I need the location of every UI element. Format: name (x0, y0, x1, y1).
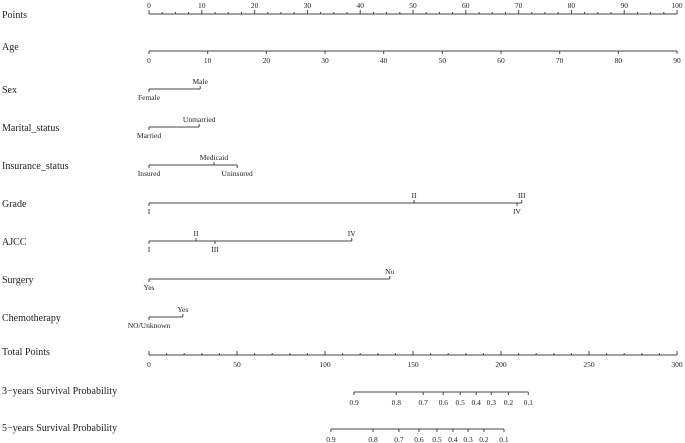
level-label: Yes (177, 305, 189, 314)
variable-label: Surgery (2, 275, 34, 286)
variable-label: Age (2, 42, 19, 53)
tick-label: 0 (147, 1, 151, 10)
outcome-label: 3−years Survival Probability (2, 386, 118, 397)
tick-label: 200 (495, 360, 507, 369)
outcome-3yr-axis (2, 386, 533, 407)
tick-label: 0.5 (455, 398, 465, 407)
tick-label: 0.1 (523, 398, 533, 407)
tick-label: 70 (555, 56, 564, 65)
variable-label: Grade (2, 199, 27, 210)
variable-label: Chemotherapy (2, 313, 61, 324)
variable-chemotherapy (2, 305, 188, 330)
tick-label: 0.1 (499, 435, 509, 443)
tick-label: 300 (671, 360, 683, 369)
level-label: Yes (143, 283, 155, 292)
level-label: Unmarried (182, 115, 216, 124)
tick-label: 0.6 (438, 398, 448, 407)
tick-label: 0 (147, 360, 151, 369)
level-label: II (411, 191, 417, 200)
level-label: Married (136, 131, 162, 140)
level-label: Uninsured (221, 169, 253, 178)
tick-label: 0.7 (418, 398, 428, 407)
tick-label: 20 (262, 56, 271, 65)
tick-label: 80 (567, 1, 576, 10)
tick-label: 90 (673, 56, 681, 65)
variable-label: Marital_status (2, 123, 60, 134)
tick-label: 50 (233, 360, 241, 369)
level-label: I (147, 207, 151, 216)
tick-label: 250 (583, 360, 595, 369)
variable-insurance-status (2, 153, 253, 178)
variable-ajcc (2, 229, 356, 254)
outcome-label: 5−years Survival Probability (2, 423, 118, 434)
tick-label: 40 (379, 56, 388, 65)
level-label: II (193, 229, 199, 238)
variable-label: Sex (2, 85, 17, 96)
variable-age (2, 42, 681, 65)
tick-label: 50 (438, 56, 447, 65)
tick-label: 0.7 (394, 435, 404, 443)
variable-marital-status (2, 115, 216, 140)
tick-label: 80 (614, 56, 623, 65)
tick-label: 0.2 (479, 435, 489, 443)
tick-label: 0.9 (349, 398, 359, 407)
level-label: Medicaid (199, 153, 229, 162)
tick-label: 60 (497, 56, 505, 65)
points-label: Points (2, 10, 28, 21)
variable-surgery (2, 267, 395, 292)
tick-label: 0.3 (463, 435, 473, 443)
total-points-label: Total Points (2, 347, 50, 358)
variable-grade (2, 191, 526, 216)
outcome-5yr-axis (2, 423, 509, 443)
tick-label: 90 (620, 1, 628, 10)
tick-label: 50 (409, 1, 417, 10)
level-label: Male (192, 77, 208, 86)
tick-label: 0.6 (414, 435, 424, 443)
tick-label: 100 (671, 1, 683, 10)
level-label: Insured (137, 169, 161, 178)
variable-label: Insurance_status (2, 161, 69, 172)
level-label: No (385, 267, 395, 276)
tick-label: 0.8 (368, 435, 378, 443)
tick-label: 10 (203, 56, 212, 65)
level-label: IV (513, 207, 521, 216)
tick-label: 60 (462, 1, 470, 10)
tick-label: 0 (147, 56, 151, 65)
level-label: I (147, 245, 151, 254)
tick-label: 100 (319, 360, 331, 369)
points-axis (2, 1, 683, 21)
level-label: NO/Unknown (127, 321, 171, 330)
tick-label: 70 (514, 1, 523, 10)
level-label: III (211, 245, 219, 254)
level-label: III (518, 191, 526, 200)
tick-label: 0.4 (448, 435, 458, 443)
tick-label: 20 (250, 1, 259, 10)
level-label: IV (347, 229, 356, 238)
tick-label: 0.8 (391, 398, 401, 407)
tick-label: 30 (303, 1, 312, 10)
tick-label: 0.2 (503, 398, 514, 407)
tick-label: 0.4 (471, 398, 481, 407)
tick-label: 0.5 (432, 435, 442, 443)
total-points-axis (2, 347, 683, 369)
variable-sex (2, 77, 209, 102)
tick-label: 30 (321, 56, 329, 65)
tick-label: 0.9 (326, 435, 336, 443)
tick-label: 0.3 (486, 398, 497, 407)
tick-label: 40 (356, 1, 364, 10)
variable-label: AJCC (2, 237, 27, 248)
tick-label: 150 (407, 360, 419, 369)
tick-label: 10 (198, 1, 206, 10)
level-label: Female (137, 93, 161, 102)
